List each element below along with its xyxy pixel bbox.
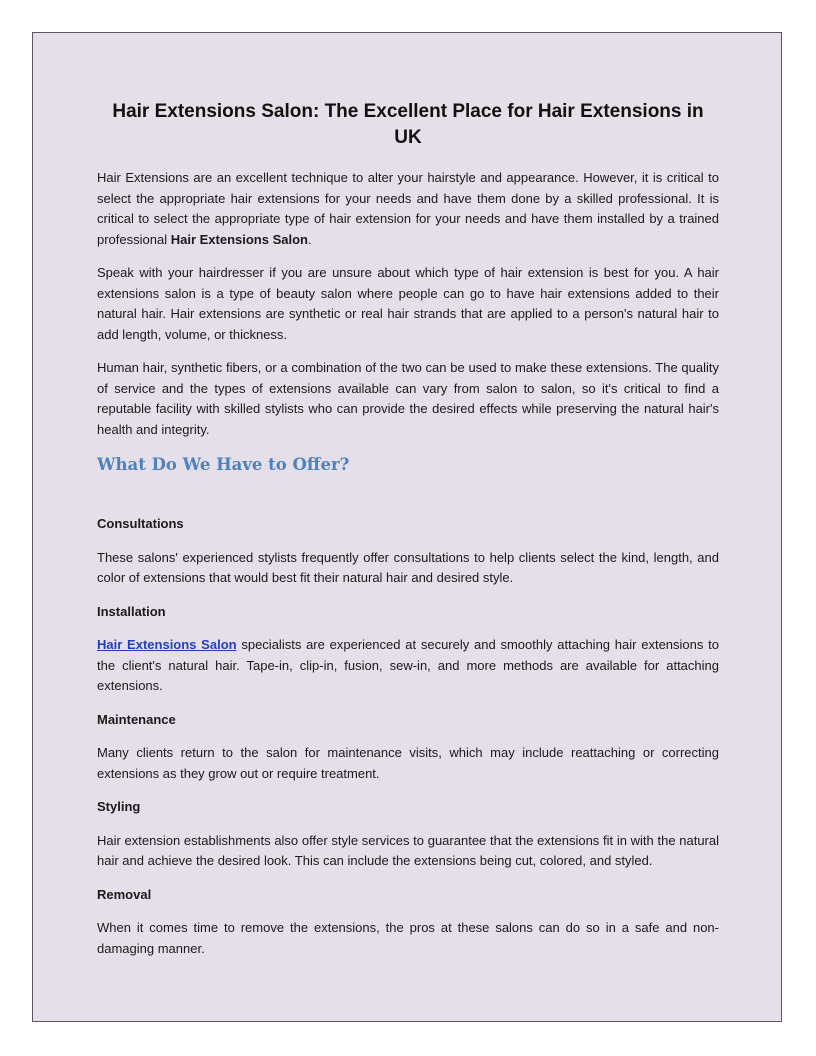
consultations-heading: Consultations	[97, 516, 184, 531]
intro-paragraph-3: Human hair, synthetic fibers, or a combination of the two can be used to make these extensions. The quality of service and the types of extensions available can vary from salon to salon, so it's critical to find a reputable facility with skilled stylists who can provide the desired effects while preserving the natural hair's health and integrity.	[97, 360, 719, 437]
removal-text: When it comes time to remove the extensions, the pros at these salons can do so in a safe and non-damaging manner.	[97, 920, 719, 956]
intro-paragraph-1-text: Hair Extensions are an excellent technique to alter your hairstyle and appearance. However, it is critical to select the appropriate hair extensions for your needs and have them done by a skilled professional. It is critical to select the appropriate type of hair extension for your needs and have them installed by a trained professional	[97, 170, 719, 247]
document-page	[32, 32, 782, 1022]
intro-paragraph-1-end: .	[307, 231, 312, 247]
hair-extensions-salon-link[interactable]: Hair Extensions Salon	[97, 637, 237, 652]
maintenance-text: Many clients return to the salon for maintenance visits, which may include reattaching or correcting extensions as they grow out or require treatment.	[97, 745, 719, 781]
intro-bold-salon: Hair Extensions Salon	[170, 231, 308, 247]
consultations-text: These salons' experienced stylists frequently offer consultations to help clients select the kind, length, and color of extensions that would best fit their natural hair and desired style.	[97, 549, 719, 585]
intro-paragraph-1	[97, 168, 719, 250]
removal-heading: Removal	[97, 886, 152, 902]
offer-heading: What Do We Have to Offer?	[97, 455, 350, 474]
document-title: Hair Extensions Salon: The Excellent Place for Hair Extensions in UK	[112, 101, 704, 148]
document-content	[97, 99, 719, 972]
styling-heading: Styling	[97, 799, 141, 814]
styling-text: Hair extension establishments also offer style services to guarantee that the extensions fit in with the natural hair and achieve the desired look. This can include the extensions being cut, colored, and styled.	[97, 832, 719, 868]
maintenance-heading: Maintenance	[97, 711, 176, 727]
installation-paragraph	[97, 635, 719, 697]
installation-text: specialists are experienced at securely and smoothly attaching hair extensions to the client's natural hair. Tape-in, clip-in, fusion, sew-in, and more methods are available for attaching extensions.	[97, 637, 719, 693]
installation-heading: Installation	[97, 603, 166, 619]
intro-paragraph-2: Speak with your hairdresser if you are unsure about which type of hair extension is best for you. A hair extensions salon is a type of beauty salon where people can go to have hair extensions added to their natural hair. Hair extensions are synthetic or real hair strands that are applied to a person's natural hair to add length, volume, or thickness.	[97, 265, 719, 342]
